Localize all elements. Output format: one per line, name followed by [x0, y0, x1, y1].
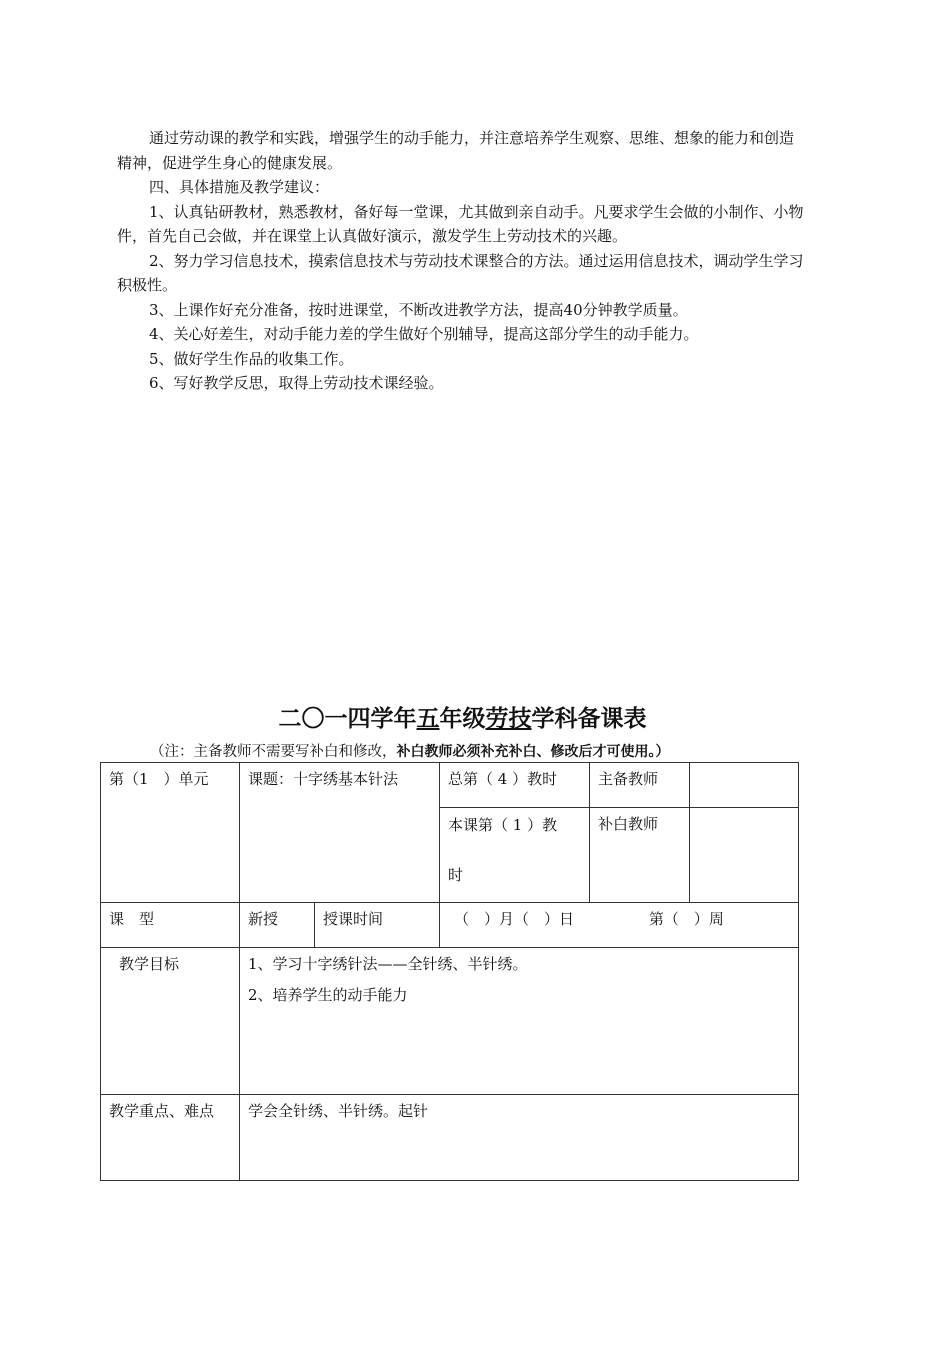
goals-label: 教学目标 [101, 948, 240, 1095]
main-teacher-value[interactable] [690, 763, 799, 808]
title-year: 二〇一四学年 [278, 706, 417, 732]
main-teacher-label: 主备教师 [590, 763, 690, 808]
goal-item: 2、培养学生的动手能力 [248, 986, 408, 1004]
form-note [150, 740, 670, 761]
note-bold: 补白教师必须补充补白、修改后才可使用。） [396, 744, 670, 760]
total-period-cell: 总第（ 4 ）教时 [440, 763, 590, 808]
topic-cell: 课题：十字绣基本针法 [240, 763, 440, 903]
type-label: 课 型 [101, 903, 240, 948]
title-suffix: 学科备课表 [531, 706, 647, 732]
supplement-teacher-label: 补白教师 [590, 808, 690, 903]
week-value: 第（ ）周 [648, 910, 724, 928]
goal-item: 1、学习十字绣针法——全针绣、半针绣。 [248, 955, 528, 973]
measure-item: 5、做好学生作品的收集工作。 [149, 349, 354, 368]
lesson-plan-table [100, 762, 799, 1181]
goals-cell [240, 948, 799, 1095]
lesson-period-line1: 本课第（ 1 ）教 [448, 816, 558, 834]
title-grade-suffix: 年级 [439, 706, 486, 732]
type-value: 新授 [240, 903, 315, 948]
key-points-cell: 学会全针绣、半针绣。起针 [240, 1095, 799, 1181]
measure-item: 2、努力学习信息技术，摸索信息技术与劳动技术课整合的方法。通过运用信息技术，调动学生学习积极性。 [117, 251, 804, 294]
page-title [0, 700, 925, 733]
time-value-cell [440, 903, 799, 948]
note-normal: （注：主备教师不需要写补白和修改， [150, 744, 397, 760]
intro-text [117, 126, 807, 396]
time-label: 授课时间 [315, 903, 440, 948]
measure-item: 3、上课作好充分准备，按时进课堂，不断改进教学方法，提高40分钟教学质量。 [149, 300, 688, 319]
date-value: （ ）月（ ）日 [454, 910, 575, 928]
measure-item: 6、写好教学反思，取得上劳动技术课经验。 [149, 374, 444, 392]
key-points-label: 教学重点、难点 [101, 1095, 240, 1181]
section-heading: 四、具体措施及教学建议： [149, 178, 330, 196]
supplement-teacher-value[interactable] [690, 808, 799, 903]
title-subject: 劳技 [485, 706, 532, 732]
lesson-period-cell [440, 808, 590, 903]
lesson-period-line2: 时 [448, 866, 464, 884]
measure-item: 4、关心好差生，对动手能力差的学生做好个别辅导，提高这部分学生的动手能力。 [149, 325, 699, 343]
title-grade: 五 [416, 706, 440, 732]
unit-cell: 第（1 ）单元 [101, 763, 240, 903]
intro-paragraph: 通过劳动课的教学和实践，增强学生的动手能力，并注意培养学生观察、思维、想象的能力和创造精神，促进学生身心的健康发展。 [117, 129, 795, 172]
measure-item: 1、认真钻研教材，熟悉教材，备好每一堂课，尤其做到亲自动手。凡要求学生会做的小制作、小物件，首先自己会做，并在课堂上认真做好演示，激发学生上劳动技术的兴趣。 [117, 202, 804, 245]
